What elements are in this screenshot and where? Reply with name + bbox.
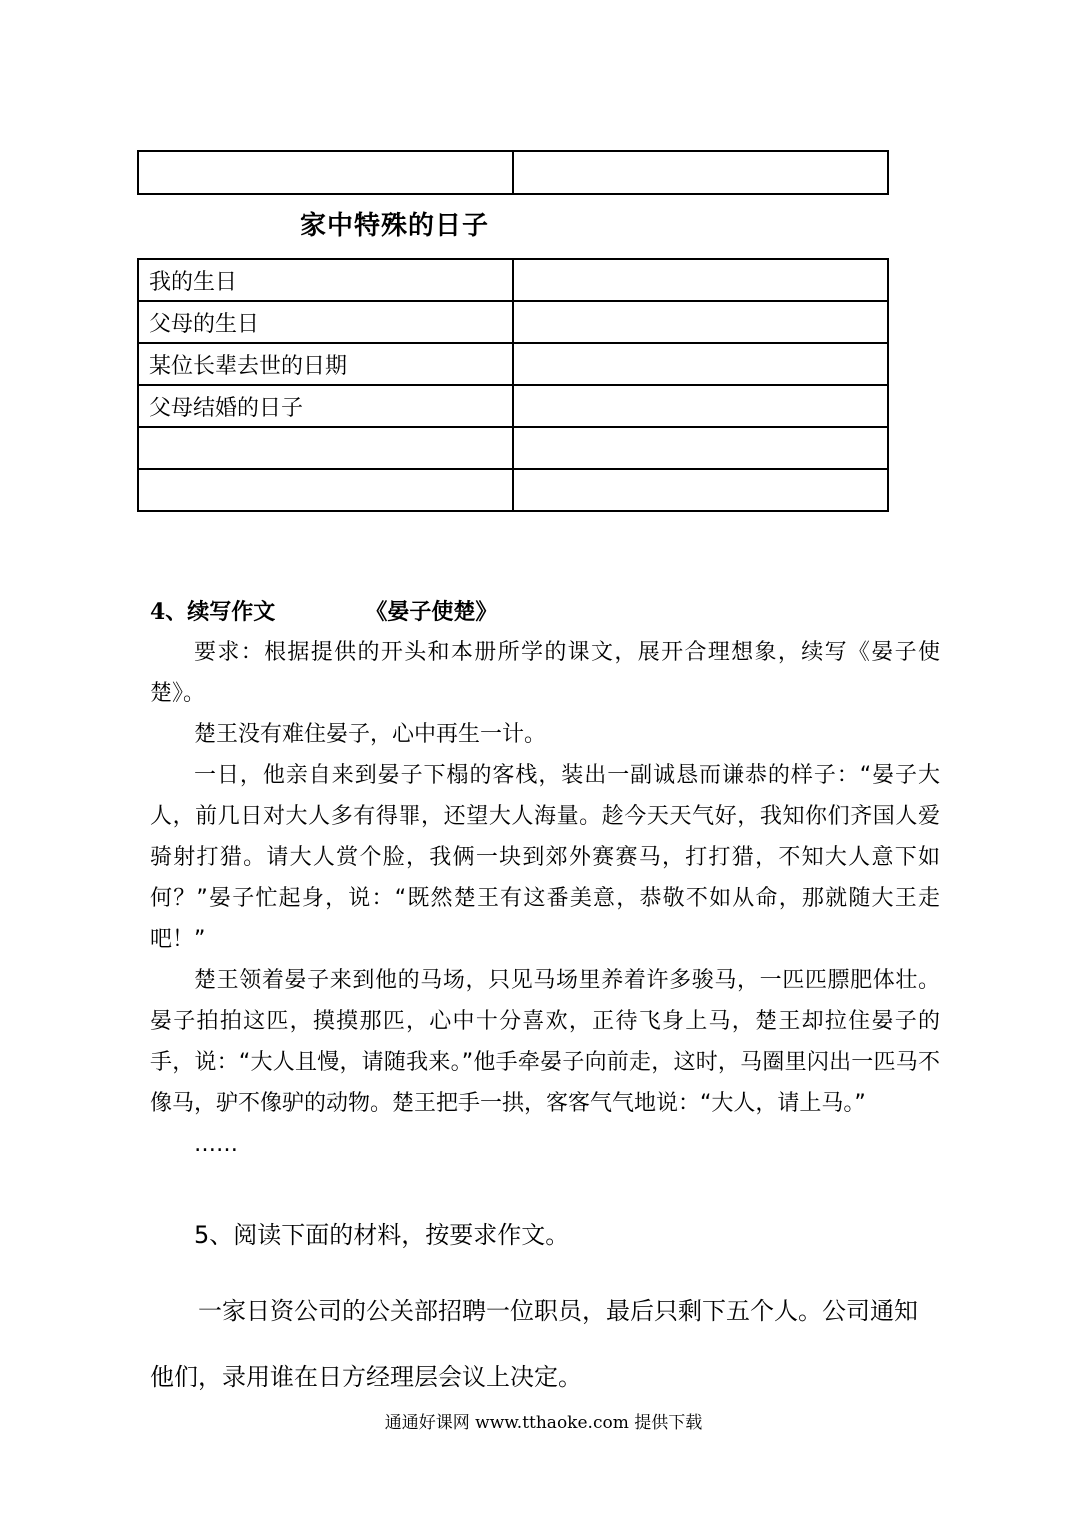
row-value [513, 427, 888, 469]
paragraph: 一日，他亲自来到晏子下榻的客栈，装出一副诚恳而谦恭的样子：“晏子大人，前几日对大人多有得罪，还望大人海量。趁今天天气好，我知你们齐国人爱骑射打猎。请大人赏个脸，我俩一块到郊外赛赛马，打打猎，不知大人意下如何？”晏子忙起身，说：“既然楚王有这番美意，恭敬不如从命，那就随大王走吧！” [150, 763, 940, 952]
section5-material: 一家日资公司的公关部招聘一位职员，最后只剩下五个人。公司通知他们，录用谁在日方经理层会议上决定。 [150, 1297, 918, 1391]
row-value [513, 301, 888, 343]
table-row [138, 343, 888, 385]
paragraph: …… [194, 1132, 238, 1157]
section4-heading [150, 595, 497, 626]
row-label [138, 427, 513, 469]
table-row [138, 259, 888, 301]
paragraph: 要求：根据提供的开头和本册所学的课文，展开合理想象，续写《晏子使楚》。 [150, 640, 940, 706]
section4-work-title: 《晏子使楚》 [365, 599, 498, 625]
paragraph: 楚王没有难住晏子，心中再生一计。 [194, 722, 547, 747]
special-days-table [137, 258, 889, 512]
table-cell [138, 151, 513, 194]
row-label: 某位长辈去世的日期 [138, 343, 513, 385]
table-row [138, 427, 888, 469]
page-footer: 通通好课网 www.tthaoke.com 提供下载 [384, 1413, 703, 1433]
row-label: 父母结婚的日子 [138, 385, 513, 427]
table-cell [513, 151, 888, 194]
top-table-fragment [137, 150, 889, 195]
paragraph: 楚王领着晏子来到他的马场，只见马场里养着许多骏马，一匹匹膘肥体壮。晏子拍拍这匹，摸摸那匹，心中十分喜欢，正待飞身上马，楚王却拉住晏子的手，说：“大人且慢，请随我来。”他手牵晏子向前走，这时，马圈里闪出一匹马不像马，驴不像驴的动物。楚王把手一拱，客客气气地说：“大人，请上马。” [150, 968, 940, 1116]
special-days-heading: 家中特殊的日子 [300, 211, 490, 241]
row-label: 我的生日 [138, 259, 513, 301]
table-row [138, 151, 888, 194]
row-value [513, 385, 888, 427]
row-value [513, 343, 888, 385]
row-value [513, 469, 888, 511]
table-row [138, 469, 888, 511]
row-label: 父母的生日 [138, 301, 513, 343]
table-row [138, 301, 888, 343]
row-label [138, 469, 513, 511]
section4-number-title: 4、续写作文 [150, 599, 276, 625]
table-row [138, 385, 888, 427]
section4-body [150, 632, 940, 1165]
row-value [513, 259, 888, 301]
section5-heading: 5、阅读下面的材料，按要求作文。 [194, 1221, 570, 1249]
